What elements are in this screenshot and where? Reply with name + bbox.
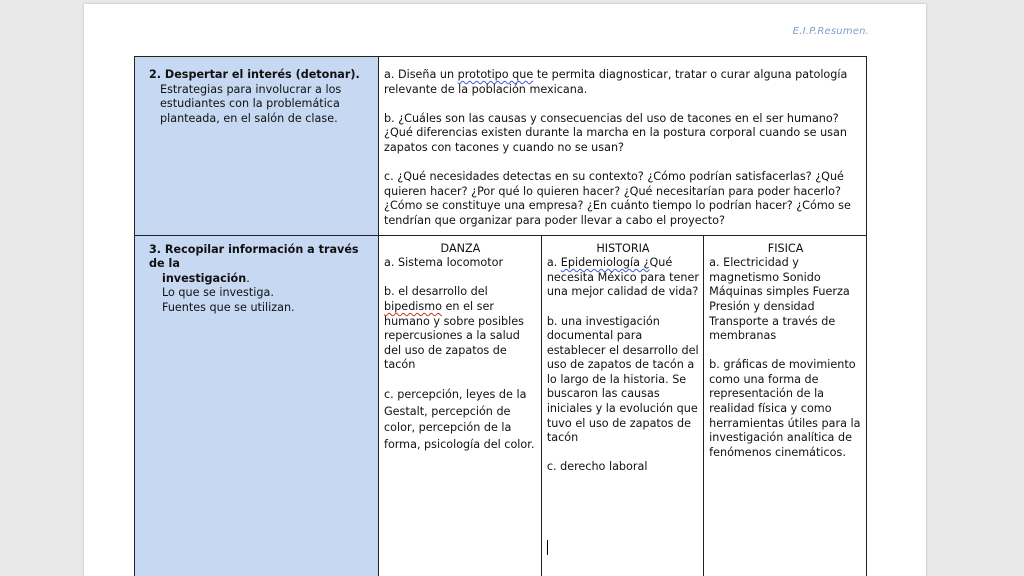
- spellcheck-mark: prototipo que: [457, 68, 534, 81]
- danza-item-b: b. el desarrollo del bipedismo en el ser humano y sobre posibles repercusiones a la salud del uso de zapatos de tacón: [384, 285, 524, 372]
- row2-paragraph-a: a. Diseña un prototipo que te permita diagnosticar, tratar o curar alguna patología relevante de la población mexicana.: [384, 68, 848, 96]
- row2-label-cell: [135, 57, 379, 236]
- row3-content-cell: [379, 235, 867, 576]
- row2-content-cell[interactable]: [379, 57, 867, 236]
- fisica-column[interactable]: [704, 236, 866, 576]
- table-row-2: [135, 57, 867, 236]
- historia-heading: HISTORIA: [596, 241, 650, 255]
- danza-item-c: c. percepción, leyes de la Gestalt, percepción de color, percepción de la forma, psicología del color.: [384, 388, 535, 451]
- document-page: [84, 4, 926, 576]
- row3-label-cell: [135, 235, 379, 576]
- spellcheck-mark: Epidemiología ¿: [560, 256, 650, 270]
- eip-table: [134, 56, 867, 576]
- text-cursor: [547, 540, 548, 555]
- fisica-heading: FISICA: [767, 241, 804, 255]
- subjects-table: [379, 236, 866, 576]
- fisica-item-a: a. Electricidad y magnetismo Sonido Máquinas simples Fuerza Presión y densidad Transporte a través de membranas: [709, 256, 850, 343]
- row2-paragraph-b: b. ¿Cuáles son las causas y consecuencias del uso de tacones en el ser humano? ¿Qué diferencias existen durante la marcha en la postura corporal cuando se usan zapatos con tacones y cuando no se usan?: [384, 111, 847, 154]
- row3-title-line-2: investigación.: [162, 271, 250, 285]
- table-row-3: [135, 235, 867, 576]
- historia-item-b: b. una investigación documental para establecer el desarrollo del uso de zapatos de tacón a lo largo de la historia. Se buscaron las causas iniciales y la evolución que tuvo el uso de zapatos de tacón: [546, 314, 699, 445]
- row2-title: 2. Despertar el interés (detonar).: [149, 68, 360, 81]
- historia-column[interactable]: [541, 236, 703, 576]
- row2-desc-line-3: planteada, en el salón de clase.: [160, 111, 338, 125]
- danza-item-a: a. Sistema locomotor: [384, 256, 504, 270]
- danza-heading: DANZA: [440, 241, 481, 255]
- row2-desc-line-1: Estrategias para involucrar a los: [160, 82, 342, 96]
- spellcheck-mark: bipedismo: [384, 299, 442, 313]
- page-header: E.I.P.Resumen.: [792, 26, 869, 37]
- row3-desc-line-1: Lo que se investiga.: [162, 286, 274, 300]
- fisica-item-b: b. gráficas de movimiento como una forma de representación de la realidad física y como herramientas útiles para la investigación analítica de fenómenos cinemáticos.: [709, 358, 861, 459]
- row3-desc-line-2: Fuentes que se utilizan.: [162, 300, 295, 314]
- historia-item-a: a. Epidemiología ¿Qué necesita México para tener una mejor calidad de vida?: [546, 256, 700, 299]
- row3-title-line-1: 3. Recopilar información a través de la: [149, 242, 359, 271]
- row2-paragraph-c: c. ¿Qué necesidades detectas en su contexto? ¿Cómo podrían satisfacerlas? ¿Qué quieren hacer? ¿Por qué lo quieren hacer? ¿Qué necesitarían para poder hacerlo? ¿Cómo se constituye una empresa? ¿En cuánto tiempo lo podrían hacer? ¿Cómo se tendrían que organizar para poder llevar a cabo el proyecto?: [384, 170, 851, 227]
- historia-item-c: c. derecho laboral: [546, 460, 648, 474]
- danza-column[interactable]: [379, 236, 541, 576]
- row2-desc-line-2: estudiantes con la problemática: [160, 97, 340, 111]
